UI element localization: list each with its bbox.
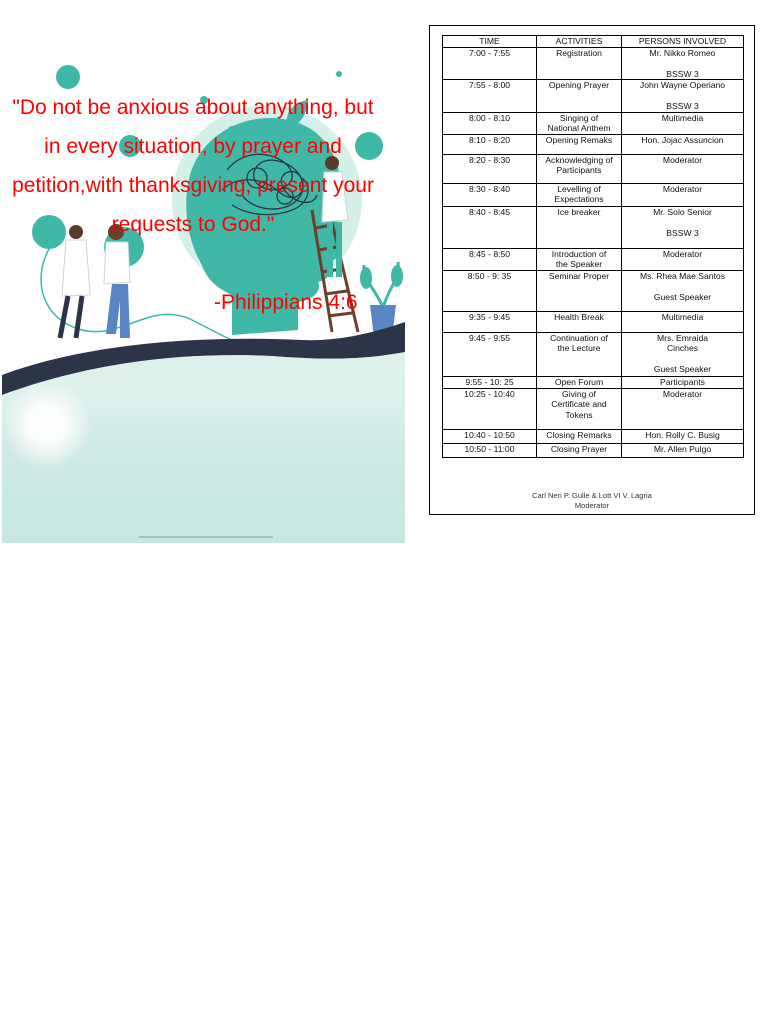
time-cell: 7:00 - 7:55 [443,47,537,80]
time-cell: 10:50 - 11:00 [443,443,537,457]
persons-cell: Multimedia [622,112,744,134]
activity-cell: Ice breaker [537,206,622,248]
persons-cell: Mrs. Emraida Cinches Guest Speaker [622,332,744,376]
persons-cell: Mr. Allen Pulgo [622,443,744,457]
time-cell: 8:50 - 9: 35 [443,270,537,311]
activity-cell: Closing Prayer [537,443,622,457]
time-cell: 10:25 - 10:40 [443,388,537,429]
table-row [443,183,744,206]
activity-cell: Closing Remarks [537,429,622,443]
time-cell: 8:45 - 8:50 [443,248,537,270]
light-glow [2,380,92,470]
persons-cell: Moderator [622,248,744,270]
table-row [443,388,744,429]
persons-cell: Multimedia [622,311,744,332]
activity-cell: Health Break [537,311,622,332]
activity-cell: Opening Prayer [537,80,622,113]
table-row [443,80,744,113]
table-row [443,248,744,270]
moderator-names: Carl Neri P. Gulle & Lott VI V. Lagria [532,491,652,500]
moderator-role: Moderator [574,501,610,510]
time-cell: 8:30 - 8:40 [443,183,537,206]
table-row [443,376,744,388]
table-row [443,332,744,376]
activity-cell: Giving of Certificate and Tokens [537,388,622,429]
schedule-footer [430,491,754,511]
persons-cell: John Wayne Operiano BSSW 3 [622,80,744,113]
time-cell: 9:35 - 9:45 [443,311,537,332]
time-cell: 8:20 - 8:30 [443,154,537,183]
persons-cell: Moderator [622,154,744,183]
persons-cell: Hon. Jojac Assuncion [622,134,744,154]
activity-cell: Seminar Proper [537,270,622,311]
program-schedule-panel [429,25,755,515]
schedule-table [442,35,744,458]
persons-cell: Hon. Rolly C. Busig [622,429,744,443]
activity-cell: Opening Remaks [537,134,622,154]
time-cell: 10:40 - 10:50 [443,429,537,443]
persons-cell: Participants [622,376,744,388]
table-header-row [443,36,744,48]
mental-health-illustration [2,0,405,543]
table-row [443,429,744,443]
time-cell: 8:00 - 8:10 [443,112,537,134]
persons-cell: Mr. Nikko Romeo BSSW 3 [622,47,744,80]
table-row [443,134,744,154]
activity-cell: Singing of National Anthem [537,112,622,134]
activity-cell: Registration [537,47,622,80]
time-cell: 7:55 - 8:00 [443,80,537,113]
time-cell: 8:10 - 8:20 [443,134,537,154]
persons-cell: Ms. Rhea Mae Santos Guest Speaker [622,270,744,311]
header-activities: ACTIVITIES [537,36,622,48]
table-row [443,270,744,311]
bible-quote: "Do not be anxious about anything, but in every situation, by prayer and petition,with thanksgiving, present your requests to God." [12,96,374,236]
activity-cell: Open Forum [537,376,622,388]
activity-cell: Introduction of the Speaker [537,248,622,270]
quote-attribution: -Philippians 4:6 [214,291,358,314]
table-row [443,443,744,457]
time-cell: 9:45 - 9:55 [443,332,537,376]
illustration-panel [2,0,405,543]
table-row [443,206,744,248]
table-row [443,311,744,332]
home-indicator-bar [139,536,273,538]
table-row [443,154,744,183]
table-row [443,112,744,134]
table-row [443,47,744,80]
activity-cell: Levelling of Expectations [537,183,622,206]
decorative-dot [56,65,80,89]
activity-cell: Continuation of the Lecture [537,332,622,376]
persons-cell: Moderator [622,183,744,206]
persons-cell: Mr. Solo Senior BSSW 3 [622,206,744,248]
header-persons-involved: PERSONS INVOLVED [622,36,744,48]
activity-cell: Acknowledging of Participants [537,154,622,183]
header-time: TIME [443,36,537,48]
time-cell: 8:40 - 8:45 [443,206,537,248]
persons-cell: Moderator [622,388,744,429]
time-cell: 9:55 - 10: 25 [443,376,537,388]
